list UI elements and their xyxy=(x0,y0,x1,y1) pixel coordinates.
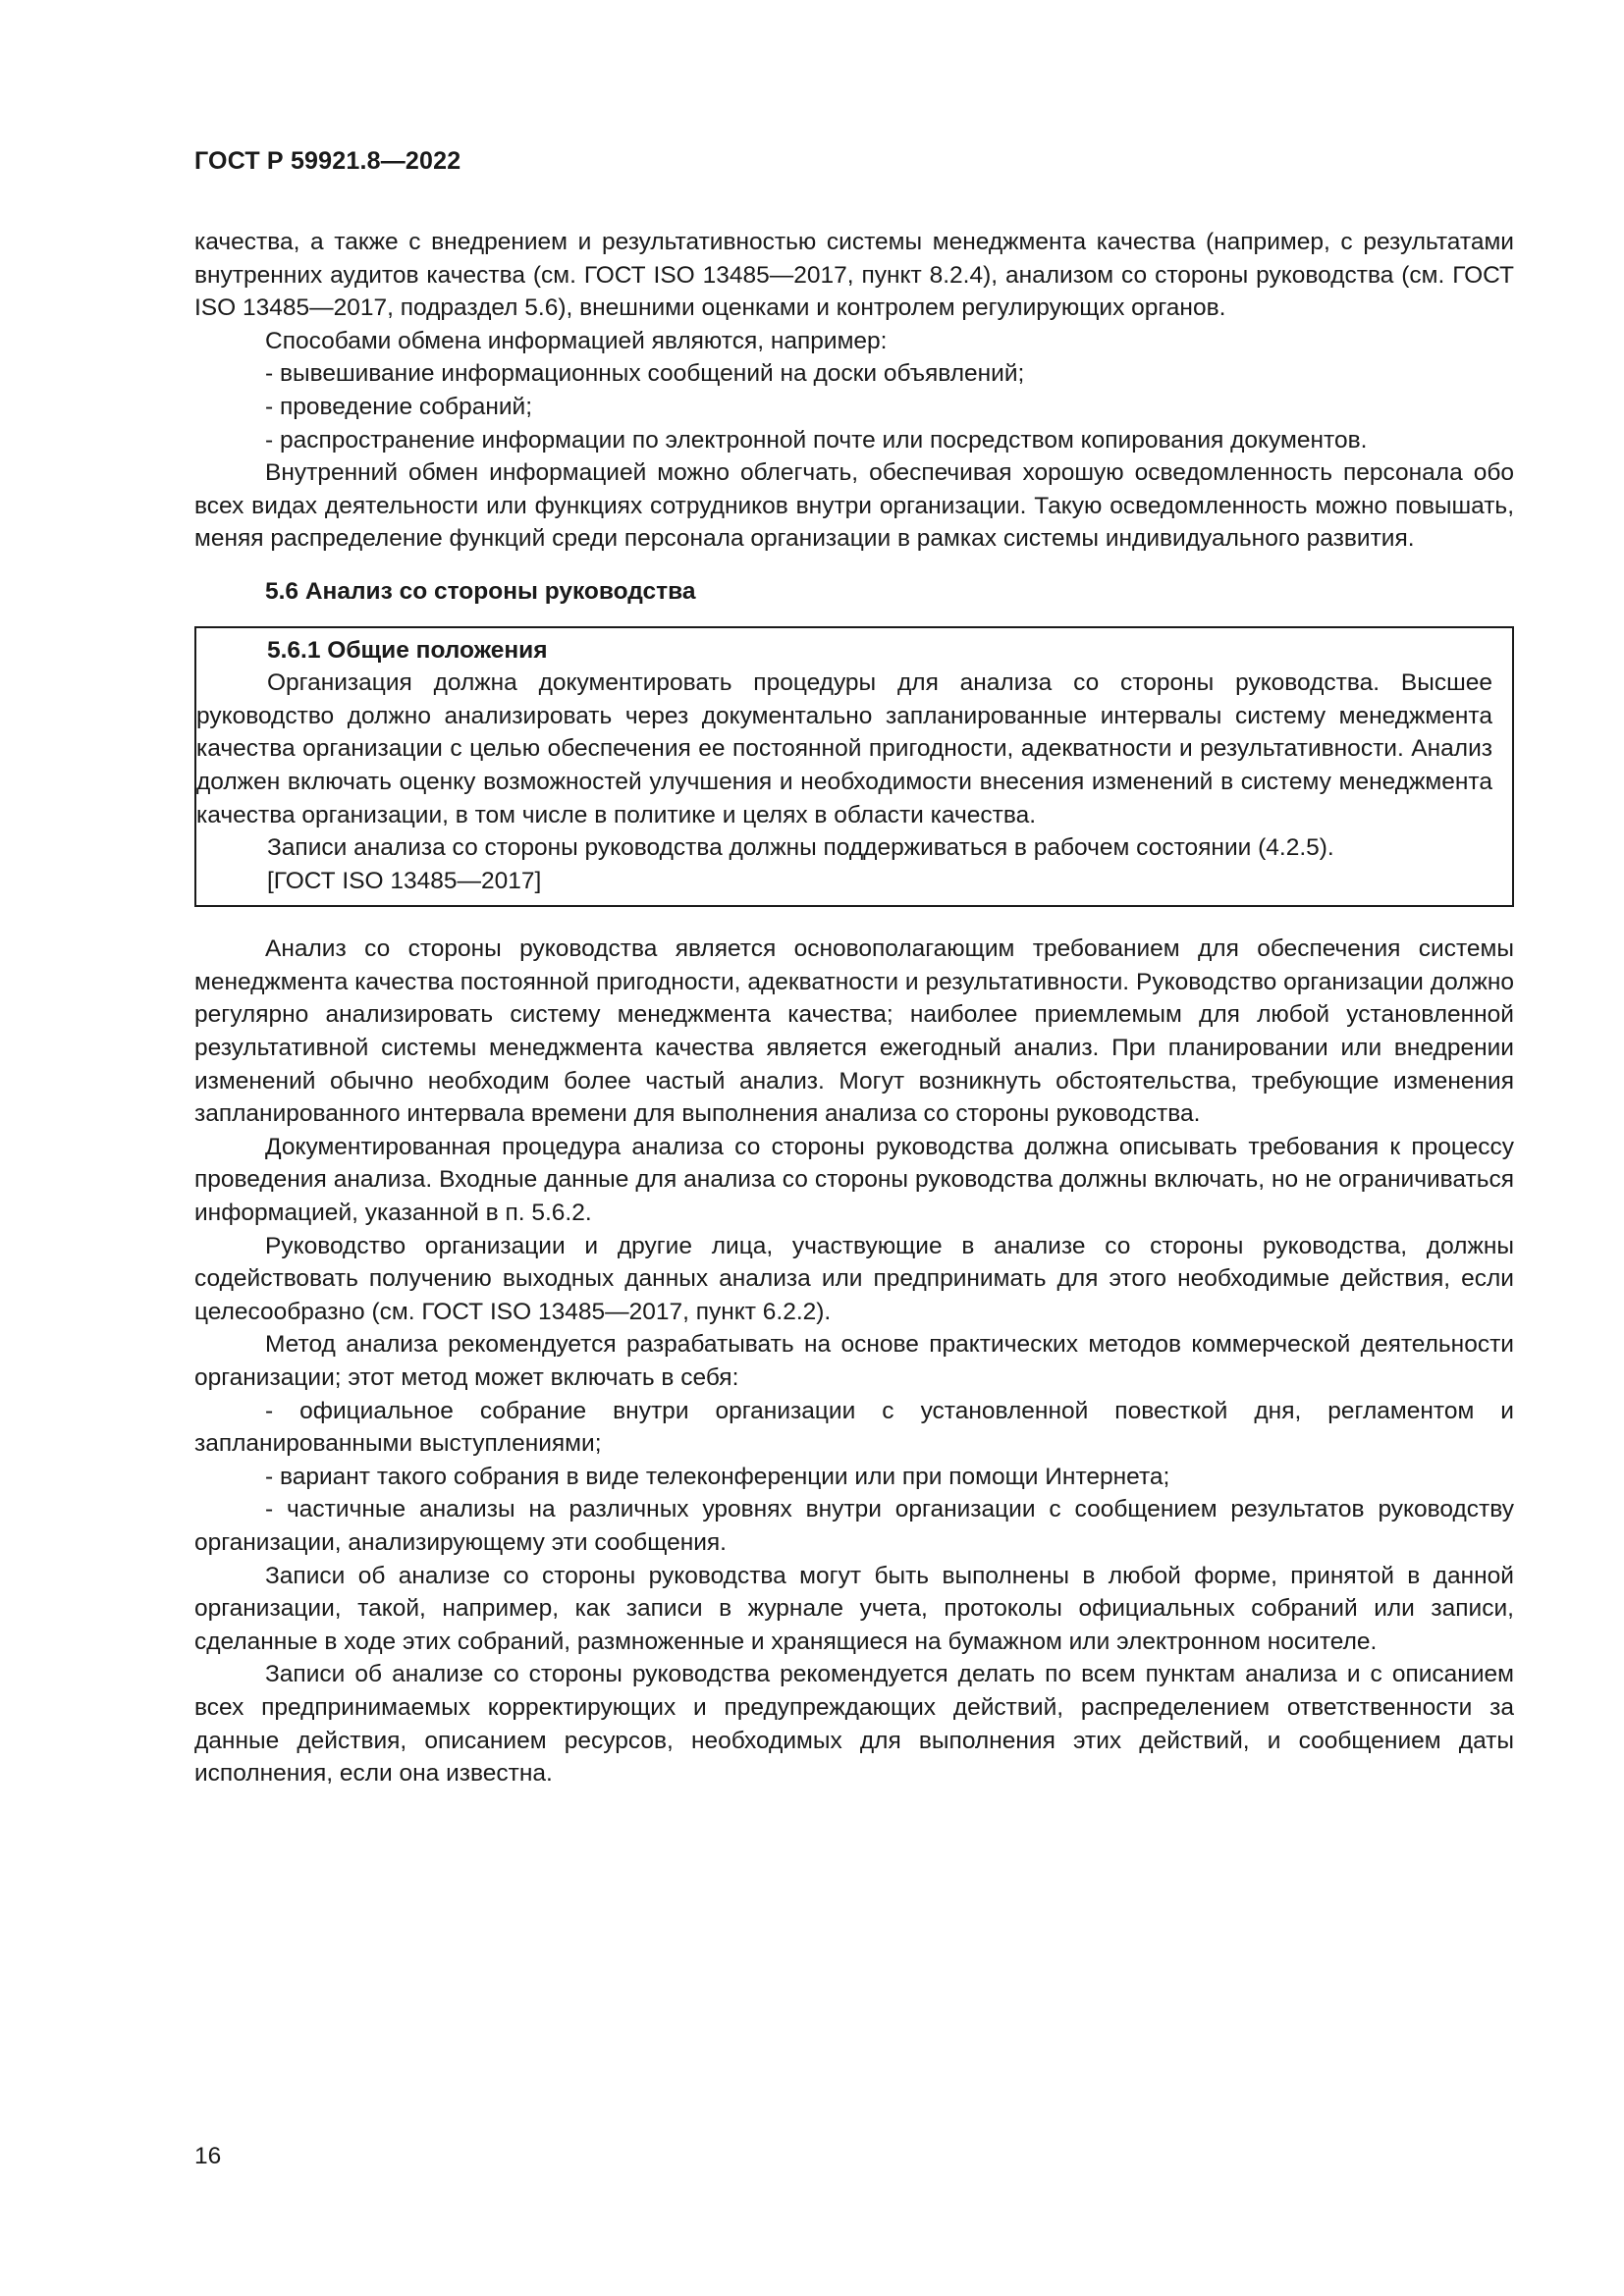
paragraph-exchange-methods: Способами обмена информацией являются, например: xyxy=(265,327,888,354)
paragraph-review-records-content: Записи об анализе со стороны руководства рекомендуется делать по всем пунктам анализа и с описанием всех предпринимаемых корректирующих и предупреждающих действий, распределением ответственности за данные действия, описанием ресурсов, необходимых для выполнения этих действий, и сообщением даты исполнения, если она известна. xyxy=(194,1661,1514,1788)
quote-paragraph: Организация должна документировать процедуры для анализа со стороны руководства. Высшее руководство должно анализировать через документально запланированные интервалы систему менеджмента качества организации с целью обеспечения ее постоянной пригодности, адекватности и результативности. Анализ должен включать оценку возможностей улучшения и необходимости внесения изменений в систему менеджмента качества организации, в том числе в политике и целях в области качества. xyxy=(196,669,1492,828)
paragraph-internal-exchange: Внутренний обмен информацией можно облегчать, обеспечивая хорошую осведомленность персонала обо всех видах деятельности или функциях сотрудников внутри организации. Такую осведомленность можно повышать, меняя распределение функций среди персонала организации в рамках системы индивидуального развития. xyxy=(194,459,1514,553)
list-item: - официальное собрание внутри организации с установленной повесткой дня, регламентом и запланированными выступлениями; xyxy=(194,1397,1514,1458)
paragraph-documented-procedure: Документированная процедура анализа со стороны руководства должна описывать требования к процессу проведения анализа. Входные данные для анализа со стороны руководства должны включать, но не ограничиваться информацией, указанной в п. 5.6.2. xyxy=(194,1133,1514,1227)
list-item: - вывешивание информационных сообщений на доски объявлений; xyxy=(265,360,1025,388)
list-item: - распространение информации по электронной почте или посредством копирования документов. xyxy=(265,426,1368,454)
page-number: 16 xyxy=(194,2143,222,2169)
quote-title: 5.6.1 Общие положения xyxy=(267,636,548,664)
quote-paragraph: Записи анализа со стороны руководства должны поддерживаться в рабочем состоянии (4.2.5). xyxy=(267,834,1334,862)
list-item: - проведение собраний; xyxy=(265,393,533,420)
paragraph-continuation: качества, а также с внедрением и результативностью системы менеджмента качества (например, с результатами внутренних аудитов качества (см. ГОСТ ISO 13485—2017, пункт 8.2.4), анализом со стороны руководства (см. ГОСТ ISO 13485—2017, подраздел 5.6), внешними оценками и контролем регулирующих органов. xyxy=(194,229,1514,322)
paragraph-management-participants: Руководство организации и другие лица, участвующие в анализе со стороны руководства, должны содействовать получению выходных данных анализа или предпринимать для этого необходимые действия, если целесообразно (см. ГОСТ ISO 13485—2017, пункт 6.2.2). xyxy=(194,1232,1514,1325)
standard-quote-box xyxy=(194,626,1514,908)
paragraph-review-method: Метод анализа рекомендуется разрабатывать на основе практических методов коммерческой деятельности организации; этот метод может включать в себя: xyxy=(194,1331,1514,1391)
document-body xyxy=(194,226,1514,1790)
document-code-header: ГОСТ Р 59921.8—2022 xyxy=(194,147,461,175)
paragraph-review-records: Записи об анализе со стороны руководства могут быть выполнены в любой форме, принятой в данной организации, такой, например, как записи в журнале учета, протоколы официальных собраний или записи, сделанные в ходе этих собраний, размноженные и хранящиеся на бумажном или электронном носителе. xyxy=(194,1562,1514,1655)
section-title: 5.6 Анализ со стороны руководства xyxy=(265,577,696,605)
quote-source: [ГОСТ ISO 13485—2017] xyxy=(267,867,542,894)
list-item: - частичные анализы на различных уровнях внутри организации с сообщением результатов руководству организации, анализирующему эти сообщения. xyxy=(194,1496,1514,1556)
list-item: - вариант такого собрания в виде телеконференции или при помощи Интернета; xyxy=(265,1463,1170,1490)
paragraph-management-review: Анализ со стороны руководства является основополагающим требованием для обеспечения системы менеджмента качества постоянной пригодности, адекватности и результативности. Руководство организации должно регулярно анализировать систему менеджмента качества; наиболее приемлемым для любой установленной результативной системы менеджмента качества является ежегодный анализ. При планировании или внедрении изменений обычно необходим более частый анализ. Могут возникнуть обстоятельства, требующие изменения запланированного интервала времени для выполнения анализа со стороны руководства. xyxy=(194,935,1514,1128)
